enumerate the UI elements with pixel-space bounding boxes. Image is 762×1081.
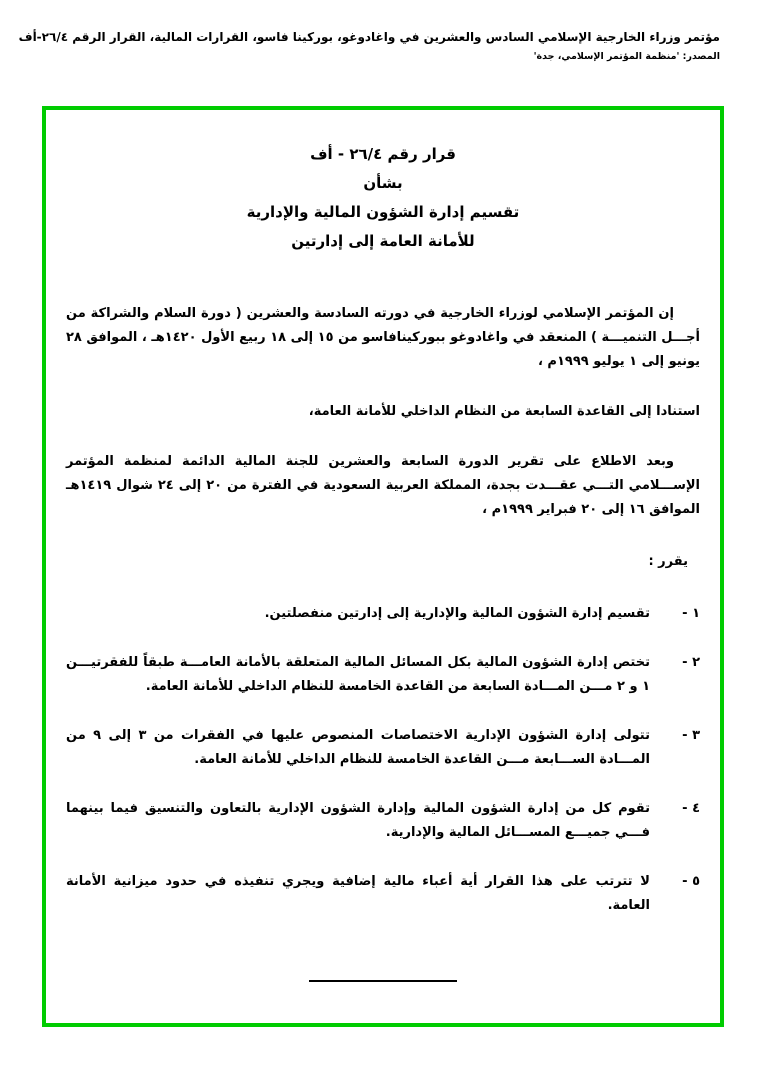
- resolution-item-5: [66, 870, 700, 918]
- resolution-item-3: [66, 724, 700, 772]
- item-number: ٤ -: [682, 801, 700, 816]
- resolution-regarding-label: بشأن: [363, 174, 403, 192]
- resolution-title-block: [66, 140, 700, 256]
- resolution-subject-line2: للأمانة العامة إلى إدارتين: [291, 232, 475, 250]
- item-text: تختص إدارة الشؤون المالية بكل المسائل المالية المتعلقة بالأمانة العامـــة طبقاً للفقرتيـــن ١ و ٢ مـــن المـــادة السابعة من القاعدة الخامسة للنظام الداخلي للأمانة العامة.: [66, 655, 650, 694]
- resolution-item-1: [66, 602, 700, 626]
- resolution-item-2: [66, 651, 700, 699]
- resolution-items-list: [66, 602, 700, 918]
- item-text: تقوم كل من إدارة الشؤون المالية وإدارة الشؤون الإدارية بالتعاون والتنسيق فيما بينهما فـــي جميـــع المســـائل المالية والإدارية.: [66, 801, 650, 840]
- document-frame: [42, 106, 724, 1027]
- review-paragraph: وبعد الاطلاع على تقرير الدورة السابعة والعشرين للجنة المالية الدائمة لمنظمة المؤتمر الإســـلامي التـــي عقـــدت بجدة، المملكة العربية السعودية في الفترة من ٢٠ إلى ٢٤ شوال ١٤١٩هـ الموافق ١٦ إلى ٢٠ فبراير ١٩٩٩م ،: [66, 454, 700, 517]
- signature-line: [309, 980, 457, 982]
- item-text: تتولى إدارة الشؤون الإدارية الاختصاصات المنصوص عليها في الفقرات من ٣ إلى ٩ من المـــادة الســـابعة مـــن القاعدة الخامسة للنظام الداخلي للأمانة العامة.: [66, 728, 650, 767]
- item-text: لا تترتب على هذا القرار أية أعباء مالية إضافية ويجري تنفيذه في حدود ميزانية الأمانة العامة.: [66, 874, 650, 913]
- basis-paragraph: استنادا إلى القاعدة السابعة من النظام الداخلي للأمانة العامة،: [308, 404, 700, 419]
- page-header: [18, 30, 720, 62]
- resolution-subject-line1: تقسيم إدارة الشؤون المالية والإدارية: [246, 203, 520, 221]
- item-number: ٢ -: [682, 655, 700, 670]
- resolution-item-4: [66, 797, 700, 845]
- item-text: تقسيم إدارة الشؤون المالية والإدارية إلى إدارتين منفصلتين.: [264, 606, 650, 621]
- decides-label: يقرر :: [648, 554, 688, 569]
- item-number: ٥ -: [682, 874, 700, 889]
- item-number: ٣ -: [682, 728, 700, 743]
- resolution-number: قرار رقم ٢٦/٤ - أف: [310, 145, 456, 163]
- header-source-note: المصدر: 'منظمة المؤتمر الإسلامي، جدة': [533, 51, 720, 62]
- item-number: ١ -: [682, 606, 700, 621]
- preamble-paragraph: إن المؤتمر الإسلامي لوزراء الخارجية في دورته السادسة والعشرين ( دورة السلام والشراكة من أجـــل التنميـــة ) المنعقد في واغادوغو ببوركينافاسو من ١٥ إلى ١٨ ربيع الأول ١٤٢٠هـ ، الموافق ٢٨ يونيو إلى ١ يوليو ١٩٩٩م ،: [66, 306, 700, 369]
- header-conference-line: مؤتمر وزراء الخارجية الإسلامي السادس والعشرين في واغادوغو، بوركينا فاسو، القرارات المالية، القرار الرقم ٢٦/٤-أف: [18, 30, 720, 44]
